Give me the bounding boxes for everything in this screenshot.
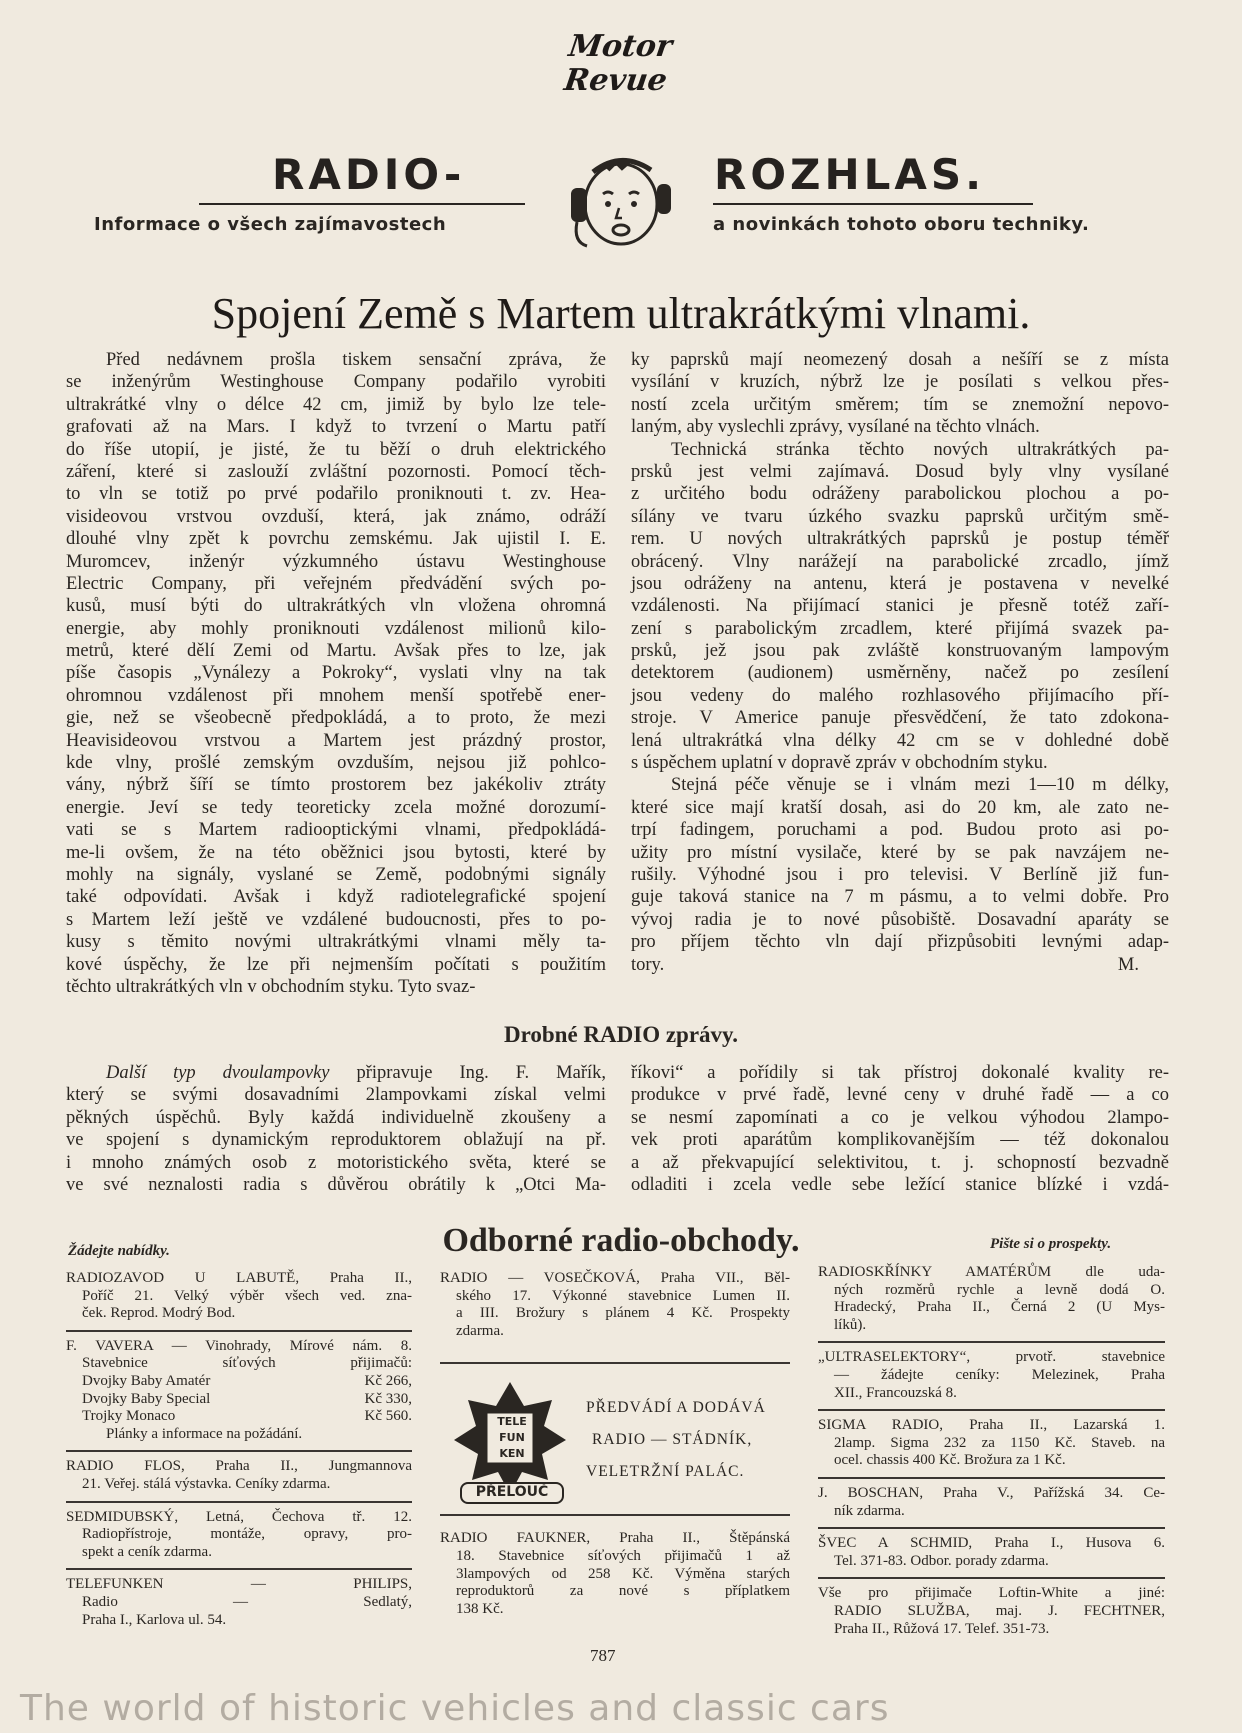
telefunken-ad — [440, 1364, 790, 1516]
shop-line: RADIO SLUŽBA, maj. J. FECHTNER, — [834, 1602, 1165, 1619]
text-line: ve své neznalosti radia s důvěrou obrátily k „Otci Ma- — [66, 1174, 606, 1195]
shop-line: Poříč 21. Velký výběr všech ved. zna- — [82, 1287, 412, 1304]
shop-entry — [66, 1264, 412, 1332]
shop-line: ček. Reprod. Modrý Bod. — [82, 1305, 236, 1322]
text-line: Electric Company, při veřejném předvádění svých po- — [66, 573, 606, 594]
shop-entry — [66, 1452, 412, 1502]
masthead-right-rule — [713, 203, 1033, 205]
text-line: i mnoho známých osob z motoristického světa, které se — [66, 1152, 606, 1173]
text-line: se inženýrům Westinghouse Company podařilo vyrobiti — [66, 372, 606, 393]
logo-line-1: Motor — [566, 29, 675, 64]
ad-line: RADIO — STÁDNÍK, — [592, 1431, 753, 1449]
shop-line: Plánky a informace na požádání. — [106, 1425, 303, 1442]
text-line: kde vlny, prošlé zemským ovzduším, nejsou již pohlco- — [66, 753, 606, 774]
article-title: Spojení Země s Martem ultrakrátkými vlnami. — [211, 289, 1031, 338]
shop-line: SIGMA RADIO, Praha II., Lazarská 1. — [818, 1417, 1165, 1434]
shop-line: 3lampových od 258 Kč. Výměna starých — [456, 1565, 790, 1582]
text-line: který se svými dosavadními 2lampovkami získal velmi — [66, 1085, 606, 1106]
text-line: me-li ovšem, že na této oběžnici jsou bytosti, které by — [66, 842, 606, 863]
text-line: z určitého bodu odráženy parabolickou plochou a po- — [631, 484, 1169, 505]
shop-line: spekt a ceník zdarma. — [82, 1543, 212, 1560]
text-line: produkce v prvé řadě, levné ceny v druhé řadě — a co — [631, 1085, 1169, 1106]
text-line: ultrakrátké vlny o délce 42 cm, jimiž by bylo lze tele- — [66, 394, 606, 415]
badge-line: KEN — [499, 1447, 525, 1461]
shop-line: J. BOSCHAN, Praha V., Pařížská 34. Ce- — [818, 1484, 1165, 1501]
text-line: vati se s Martem radiooptickými vlnami, předpokládá- — [66, 820, 606, 841]
shop-line: RADIO FLOS, Praha II., Jungmannova — [66, 1458, 412, 1475]
shops-left-column — [66, 1264, 412, 1636]
shop-entry — [66, 1503, 412, 1571]
shop-line: RADIOZAVOD U LABUTĚ, Praha II., — [66, 1270, 412, 1286]
price-row — [66, 1373, 412, 1391]
text-line: kusy s těmito novými ultrakrátkými vlnami měly ta- — [66, 932, 606, 953]
text-line: také odpovídati. Avšak i když radiotelegrafické spojení — [66, 887, 606, 908]
text-line: lená ultrakrátká vlna délky 42 cm se v dohledné době — [631, 730, 1169, 751]
text-line: prsků jest velmi zajímavá. Dosud byly vlny vysílané — [631, 461, 1169, 482]
shop-line: a III. Brožury s plánem 4 Kč. Prospekty — [456, 1305, 790, 1322]
text-line: Stejná péče věnuje se i vlnám mezi 1—10 m délky, — [671, 775, 1169, 796]
text-line: vysílání v kruzích, nýbrž lze je posílati s velkou přes- — [631, 372, 1169, 393]
text-line: zení s parabolickým zrcadlem, které přijímá svazek pa- — [631, 618, 1169, 639]
shop-line: RADIO FAUKNER, Praha II., Štěpánská — [440, 1530, 790, 1547]
text-line: vány, nýbrž šíří se tímto prostorem bez jakékoliv ztráty — [66, 775, 606, 796]
shop-entry — [818, 1579, 1165, 1645]
text-line: stroje. V Americe panuje přesvědčení, že tato zdokona- — [631, 708, 1169, 729]
text-line: tory. M. — [631, 954, 1139, 975]
shop-line: RADIOSKŘÍNKY AMATÉRŮM dle uda- — [818, 1264, 1165, 1280]
text-line: rušily. Výhodné jsou i pro televisi. V Berlíně již fun- — [631, 864, 1169, 885]
shop-line: SEDMIDUBSKÝ, Letná, Čechova tř. 12. — [66, 1508, 412, 1525]
text-line: vývoj radia je to nové působiště. Dosavadní aparáty se — [631, 909, 1169, 930]
badge-line: TELE — [497, 1415, 527, 1429]
stadnik-ad-text — [586, 1392, 766, 1488]
shop-entry — [818, 1411, 1165, 1479]
text-line: odladiti i zcela vedle sebe ležící stanice blízké i vzdá- — [631, 1174, 1169, 1195]
text-line: visideovou vrstvou ovzduší, která, jak známo, odráží — [66, 506, 606, 527]
text-line: které sice mají kratší dosah, asi do 20 km, ale zato ne- — [631, 797, 1169, 818]
text-line: ností zcela určitým směrem; tím se znemožní nepovo- — [631, 394, 1169, 415]
shop-line: reproduktorů za nové s příplatkem — [456, 1583, 790, 1600]
price-value: Kč 330, — [364, 1390, 412, 1407]
price-item: Dvojky Baby Amatér — [82, 1372, 211, 1389]
telefunken-badge-text — [488, 1414, 536, 1462]
price-row — [66, 1408, 412, 1426]
shop-line: Radio — Sedlatý, — [82, 1593, 412, 1610]
text-line: metrů, které dělí Zemi od Martu. Avšak přes to lze, jak — [66, 641, 606, 662]
price-row — [66, 1391, 412, 1409]
shop-entry-faukner — [440, 1516, 790, 1625]
text-line: užity pro místní vysilače, které by se pak navzájem ne- — [631, 842, 1169, 863]
page-number: 787 — [590, 1646, 616, 1665]
shop-line: Radiopřístroje, montáže, opravy, pro- — [82, 1526, 412, 1543]
shop-line: Tel. 371-83. Odbor. porady zdarma. — [834, 1552, 1049, 1569]
price-value: Kč 560. — [364, 1408, 412, 1425]
text-line: pro příjem těchto vln dají přizpůsobiti levnými adap- — [631, 932, 1169, 953]
text-line: ky paprsků mají neomezený dosah a nešíří se z místa — [631, 350, 1169, 370]
text-line: vzdálenosti. Na přijímací stanici je přesně totéž zaří- — [631, 596, 1169, 617]
text-line: Technická stránka těchto nových ultrakrátkých pa- — [671, 439, 1169, 460]
shop-line: — žádejte ceníky: Melezinek, Praha — [834, 1366, 1165, 1383]
text-line: rem. U nových ultrakrátkých paprsků je postup téměř — [631, 529, 1169, 550]
text-line: do říše utopií, je jisté, že tu běží o druh elektrického — [66, 439, 606, 460]
text-line: píše časopis „Vynálezy a Pokroky“, vyslati vlny na tak — [66, 663, 606, 684]
shop-line: XII., Francouzská 8. — [834, 1384, 957, 1401]
shop-entry-voseckova — [440, 1264, 790, 1364]
text-line: kusů, musí býti do ultrakrátkých vln vložena ohromná — [66, 596, 606, 617]
news-left-column — [66, 1062, 606, 1196]
text-line: dlouhé vlny zpět k povrchu zemskému. Jak ujistil I. E. — [66, 529, 606, 550]
shop-line: Stavebnice síťových přijimačů: — [82, 1355, 412, 1372]
text-line: mohly na signály, vyslané se Země, podobnými signály — [66, 864, 606, 885]
logo-line-2: Revue — [562, 63, 670, 98]
text-line: energie, aby mohly proniknouti vzdálenost milionů kilo- — [66, 618, 606, 639]
text-line: Před nedávnem prošla tiskem sensační zpráva, že — [106, 350, 606, 370]
shop-line: RADIO — VOSEČKOVÁ, Praha VII., Běl- — [440, 1270, 790, 1286]
shop-line: ných rozměrů rychle a levně dodá O. — [834, 1281, 1165, 1298]
text-line: vek proti aparátům komplikovanějším — též dokonalou — [631, 1130, 1169, 1151]
shop-line: Praha II., Růžová 17. Telef. 351-73. — [834, 1620, 1050, 1637]
text-line: guje taková stanice na 7 m pásmu, a to velmi dobře. Pro — [631, 887, 1169, 908]
text-line: energie. Jeví se tedy teoreticky zcela možné dorozumí- — [66, 797, 606, 818]
shops-right-note: Pište si o prospekty. — [990, 1236, 1112, 1252]
shop-line: Praha I., Karlova ul. 54. — [82, 1611, 227, 1628]
shop-line: Hradecký, Praha II., Černá 2 (U Mys- — [834, 1299, 1165, 1316]
watermark: The world of historic vehicles and classic cars — [20, 1688, 890, 1729]
text-line: ohromnou vzdálenost při mnohem menší spotřebě ener- — [66, 685, 606, 706]
price-item: Dvojky Baby Special — [82, 1390, 211, 1407]
text-line: prsků, jež jsou pak zvláště konstruovaným lampovým — [631, 641, 1169, 662]
shop-line: líků). — [834, 1316, 867, 1333]
shop-entry — [818, 1343, 1165, 1411]
ad-line: PŘEDVÁDÍ A DODÁVÁ — [586, 1399, 766, 1417]
shop-entry — [818, 1529, 1165, 1579]
badge-ribbon: PŘELOUČ — [460, 1482, 564, 1504]
masthead-right-subtitle: a novinkách tohoto oboru techniky. — [713, 214, 1090, 235]
shop-line: Vše pro přijimače Loftin-White a jiné: — [818, 1585, 1165, 1602]
shop-line: ŠVEC A SCHMID, Praha I., Husova 6. — [818, 1535, 1165, 1552]
text-line: detektorem (audionem) usměrněny, načež po zesílení — [631, 663, 1169, 684]
shop-entry — [818, 1258, 1165, 1343]
news-heading: Drobné RADIO zprávy. — [503, 1022, 739, 1047]
shop-line: 2lamp. Sigma 232 za 1150 Kč. Staveb. na — [834, 1434, 1165, 1451]
text-line: gie, než se všeobecně předpokládá, a to proto, že mezi — [66, 708, 606, 729]
shops-left-note: Žádejte nabídky. — [68, 1243, 170, 1259]
shop-entry — [66, 1332, 412, 1453]
face-with-headphones-icon — [553, 150, 688, 250]
text-fragment: připravuje Ing. F. Mařík, — [329, 1063, 606, 1083]
text-line: pěkných úspěchů. Byly každá individuelně zkoušeny a — [66, 1107, 606, 1128]
shop-line: „ULTRASELEKTORY“, prvotř. stavebnice — [818, 1349, 1165, 1366]
text-line: jsou vedeny do malého rozhlasového přijímacího pří- — [631, 685, 1169, 706]
shop-line: 21. Veřej. stálá výstavka. Ceníky zdarma. — [82, 1475, 331, 1492]
shop-line: 138 Kč. — [456, 1600, 504, 1617]
text-line: to vln se totiž po prvé podařilo proniknouti t. zv. Hea- — [66, 484, 606, 505]
text-line: se nesmí zapomínati a co je velkou výhodou 2lampo- — [631, 1107, 1169, 1128]
masthead-left-subtitle: Informace o všech zajímavostech — [94, 214, 447, 235]
shop-line: 18. Stavebnice síťových přijimačů 1 až — [456, 1547, 790, 1564]
text-line: záření, které si zaslouží zvláštní pozornosti. Pomocí těch- — [66, 461, 606, 482]
shop-line: ského 17. Výkonné stavebnice Lumen II. — [456, 1287, 790, 1304]
badge-line: FUN — [499, 1431, 525, 1445]
masthead-radio: RADIO- — [272, 150, 466, 199]
text-line: grafovati až na Mars. I když to tvrzení o Martu patří — [66, 417, 606, 438]
price-value: Kč 266, — [364, 1372, 412, 1389]
text-line: jsou odráženy na antenu, která je postavena v nevelké — [631, 573, 1169, 594]
text-line: těchto ultrakrátkých vln v obchodním styku. Tyto svaz- — [66, 976, 476, 997]
masthead-rozhlas: ROZHLAS. — [714, 150, 986, 199]
text-line — [66, 1062, 606, 1084]
ad-line: VELETRŽNÍ PALÁC. — [586, 1463, 745, 1481]
shop-line: ník zdarma. — [834, 1502, 905, 1519]
motor-revue-logo — [543, 30, 693, 98]
shop-line: F. VAVERA — Vinohrady, Mírové nám. 8. — [66, 1337, 412, 1354]
article-right-column — [631, 349, 1169, 976]
shops-middle-column — [440, 1264, 790, 1625]
article-left-column — [66, 349, 606, 998]
text-line: a až překvapující selektivitou, t. j. schopností bezvadně — [631, 1152, 1169, 1173]
text-line: ve spojení s dynamickým reproduktorem oblažují na př. — [66, 1130, 606, 1151]
text-line: Heavisideovou vrstvou a Martem jest prázdný prostor, — [66, 730, 606, 751]
text-line: trpí fadingem, poruchami a pod. Budou proto asi po- — [631, 820, 1169, 841]
text-line: Muromcev, inženýr výzkumného ústavu Westinghouse — [66, 551, 606, 572]
masthead-left-rule — [199, 203, 525, 205]
text-line: s úspěchem uplatní v dopravě zpráv v obchodním styku. — [631, 753, 1048, 774]
text-line: laným, aby vyslechli zprávy, vysílané na těchto vlnách. — [631, 417, 1040, 438]
shop-line: TELEFUNKEN — PHILIPS, — [66, 1576, 412, 1593]
text-line: obrácený. Vlny narážejí na parabolické zrcadlo, jímž — [631, 551, 1169, 572]
shop-line: zdarma. — [456, 1322, 504, 1339]
shops-heading: Odborné radio-obchody. — [442, 1222, 800, 1259]
text-line: říkovi“ a pořídily si tak přístroj dokonalé kvality re- — [631, 1063, 1169, 1083]
text-line: sílány ve tvaru úzkého svazku paprsků určitým smě- — [631, 506, 1169, 527]
text-line: kové úspěchy, že lze při nejmenším počítati s použitím — [66, 954, 606, 975]
article-signature: M. — [1117, 954, 1139, 975]
shop-line: ocel. chassis 400 Kč. Brožura za 1 Kč. — [834, 1452, 1066, 1469]
shops-right-column — [818, 1258, 1165, 1645]
price-item: Trojky Monaco — [82, 1408, 176, 1425]
news-right-column — [631, 1062, 1169, 1196]
shop-entry — [818, 1479, 1165, 1529]
news-lead-italic: Další typ dvoulampovky — [106, 1063, 330, 1083]
shop-entry — [66, 1570, 412, 1636]
text-line: s Martem leží ještě ve vzdálené budoucnosti, přes to po- — [66, 909, 606, 930]
